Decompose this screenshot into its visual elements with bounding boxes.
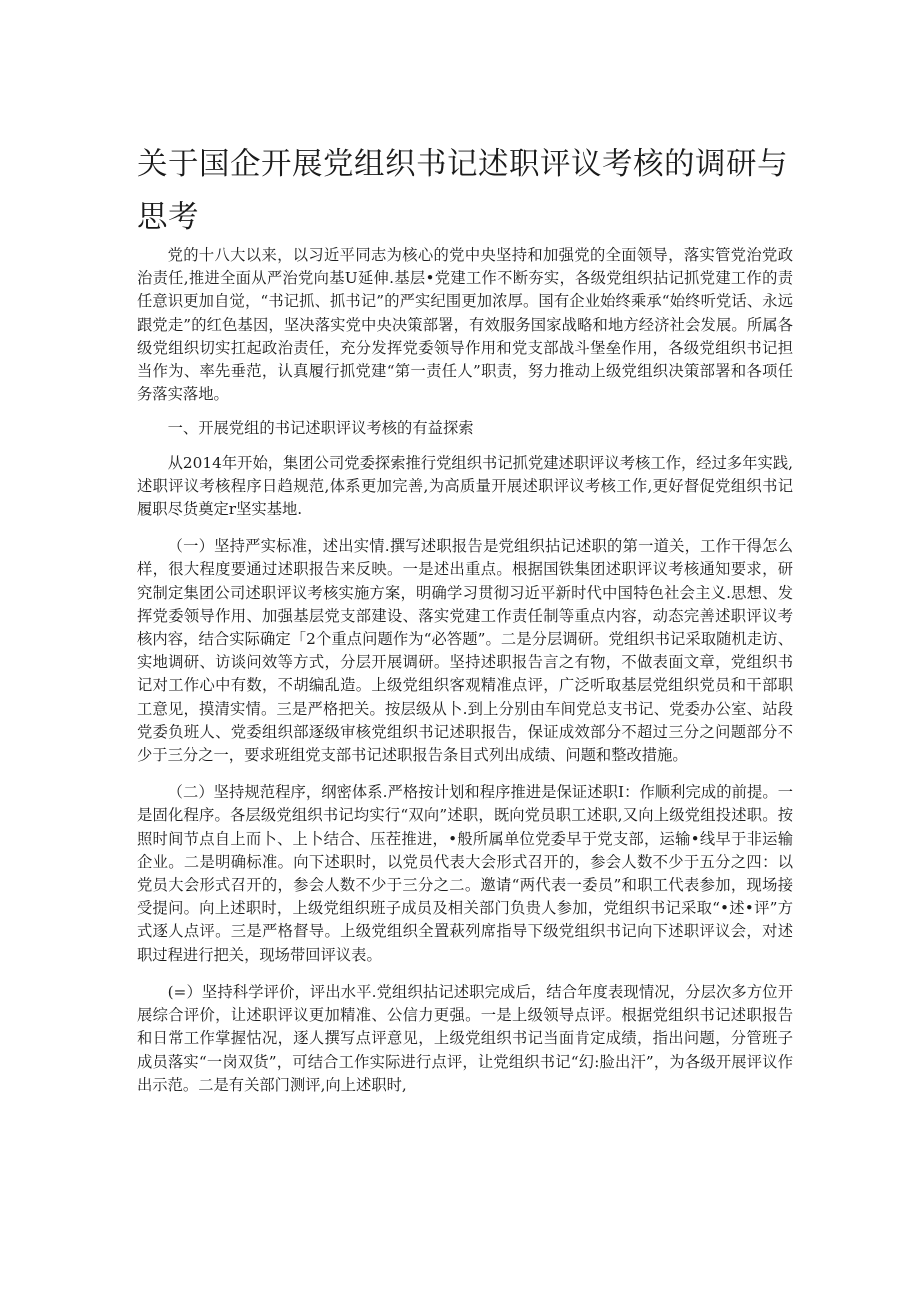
item-three-paragraph: (=）坚持科学评价，评出水平.党组织拈记述职完成后，结合年度表现情况，分层次多方位开展综合评价，让述职评议更加精准、公信力更强。一是上级领导点评。根据党组织书记述职报告和日常工作掌握怙况，逐人撰写点评意见，上级党组织书记当面肯定成绩，指出问题，分管班子成员落实“一岗双货”，可结合工作实际进行点评，让党组织书记“幻:脸出汗”，为各级开展评议作出示范。二是有关部门测评,向上述职时, xyxy=(137,982,793,1094)
section-heading: 一、开展党组的书记述职评议考核的有益探索 xyxy=(167,419,474,438)
intro-paragraph: 党的十八大以来，以习近平同志为核心的党中央坚持和加强党的全面领导，落实管党治党政治责任,推进全面从严治党向基U延伸.基层•党建工作不断夯实，各级党组织拈记抓党建工作的责任意识更加自觉，“书记抓、抓书记”的严实纪围更加浓厚。国有企业始终乘承“始终听党话、永远跟党走”的红色基因，坚决落实党中央决策部署，有效服务国家战略和地方经济社会发展。所属各级党组织切实扛起政治责任，充分发挥党委领导作用和党支部战斗堡垒作用，各级党组织书记担当作为、率先垂范，认真履行抓党建“第一责任人”职责，努力推动上级党组织决策部署和各项任务落实落地。 xyxy=(137,246,793,404)
item-two-paragraph: （二）坚持规范程序，纲密体系.严格按计划和程序推进是保证述职I：作顺利完成的前提。一是固化程序。各层级党组织书记均实行“双向”述职，既向党员职工述职,又向上级党组投述职。按照时间节点自上而卜、上卜结合、压茬推进，•般所属单位党委早于党支部，运输•线早于非运输企业。二是明确标准。向下述职时，以党员代表大会形式召开的，参会人数不少于五分之四：以党员大会形式召开的，参会人数不少于三分之二。邀请“两代表一委员”和职工代表参加，现场接受提问。向上述职时，上级党组织班子成员及相关部门负贵人参加，党组织书记采取“•述•评”方式逐人点评。三是严格督导。上级党组织全置萩列席指导下级党组织书记向下述职评议会，对述职过程进行把关，现场带回评议表。 xyxy=(137,783,793,964)
document-body xyxy=(137,244,793,1097)
item-one-paragraph: （一）坚持严实标准，述出实情.撰写述职报告是党组织拈记述职的第一道关，工作干得怎么样，很大程度要通过述职报告来反映。一是述出重点。根据国铁集团述职评议考核通知要求，研究制定集团公司述职评议考核实施方案，明确学习贯彻习近平新时代中国特色社会主义.思想、发挥党委领导作用、加强基层党支部建设、落实党建工作责任制等重点内容，动态完善述职评议考核内容，结合实际确定「2个重点问题作为“必答题”。二是分层调研。党组织书记采取随机走访、实地调研、访谈问效等方式，分层开展调研。坚持述职报告言之有物，不做表面文章，党组织书记对工作心中有数，不胡编乱造。上级党组织客观精准点评，广泛听取基层党组织党员和干部职工意见，摸清实情。三是严格把关。按层级从卜.到上分别由车间党总支书记、党委办公室、站段党委负班人、党委组织部逐级审核党组织书记述职报告，保证成效部分不超过三分之问题部分不少于三分之一，要求班组党支部书记述职报告条目式列出成绩、问题和整改措施。 xyxy=(137,537,793,765)
section-intro-paragraph: 从2014年开始，集团公司党委探索推行党组织书记抓党建述职评议考核工作，经过多年实践,述职评议考核程序日趋规范,体系更加完善,为高质量开展述职评议考核工作,更好督促党组织书记履职尽货奠定r坚实基地. xyxy=(137,453,793,519)
page-title: 关于国企开展党组织书记述职评议考核的调研与思考 xyxy=(137,147,788,235)
